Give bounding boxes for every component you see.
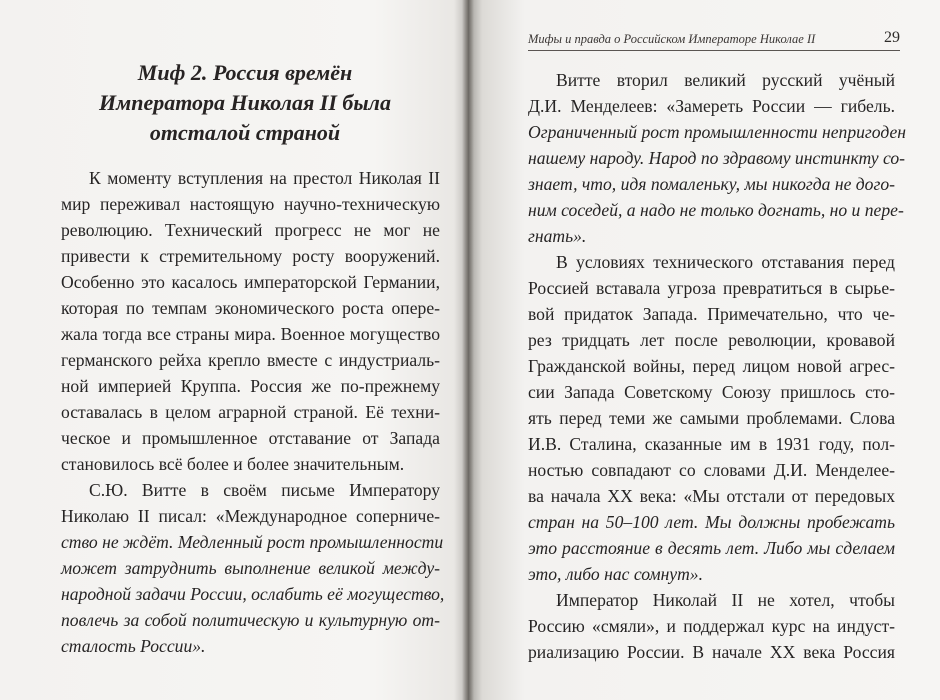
chapter-title-line: отсталой страной [149, 120, 341, 145]
text-line: нашему народу. Народ по здравому инстинкту со- [528, 148, 905, 168]
text-line: В условиях технического отставания перед [556, 252, 895, 272]
text-line: Особенно это касалось императорской Германии, [61, 272, 440, 292]
text-line: революцию. Технический прогресс не мог не [61, 220, 440, 240]
text-line: ва начала XX века: «Мы отстали от передовых [528, 486, 895, 506]
chapter-title [95, 58, 395, 148]
text-line: мир переживал настоящую научно-техническую [61, 194, 440, 214]
text-line: жала тогда все страны мира. Военное могущество [61, 324, 440, 344]
right-page [468, 0, 940, 700]
page-number: 29 [884, 29, 900, 46]
text-line: рез тридцать лет после революции, кровавой [528, 330, 895, 350]
text-line: К моменту вступления на престол Николая II [89, 168, 440, 188]
text-line: С.Ю. Витте в своём письме Императору [89, 480, 440, 500]
left-page [0, 0, 468, 700]
running-title: Мифы и правда о Российском Императоре Николае II [528, 32, 816, 46]
text-line: народной задачи России, ослабить её могущество, [61, 584, 445, 604]
text-line: оставалась в целом аграрной страной. Её техни- [61, 402, 440, 422]
text-line: ностью совпадают со словами Д.И. Менделее- [528, 460, 895, 480]
text-line: стран на 50–100 лет. Мы должны пробежать [528, 512, 895, 532]
chapter-title-line: Миф 2. Россия времён [137, 60, 353, 85]
text-line: знает, что, идя помаленьку, мы никогда не дого- [528, 174, 895, 194]
text-line: это расстояние в десять лет. Либо мы сделаем [528, 538, 895, 558]
chapter-title-line: Императора Николая II была [99, 90, 391, 115]
text-line: повлечь за собой политическую и культурную от- [61, 610, 440, 630]
text-line: ять перед теми же самыми проблемами. Слова [528, 408, 895, 428]
text-line: ство не ждёт. Медленный рост промышленности [61, 532, 444, 552]
text-line: Россию «смяли», и поддержал курс на индуст- [528, 616, 895, 636]
text-line: которая по темпам экономического роста опере- [61, 298, 440, 318]
text-line: гнать». [528, 226, 587, 246]
text-line: Д.И. Менделеев: «Замереть России — гибель. [528, 96, 895, 116]
text-line: привести к стремительному росту вооружений. [61, 246, 440, 266]
text-line: ческое и промышленное отставание от Запада [61, 428, 440, 448]
text-line: И.В. Сталина, сказанные им в 1931 году, пол- [528, 434, 895, 454]
text-line: риализацию России. В начале XX века Россия [528, 642, 895, 662]
text-line: сталость России». [61, 636, 206, 656]
text-line: может затруднить выполнение великой между- [61, 558, 440, 578]
text-line: Император Николай II не хотел, чтобы [556, 590, 895, 610]
text-line: сии Запада Советскому Союзу пришлось сто- [528, 382, 895, 402]
book-gutter [462, 0, 474, 700]
text-line: это, либо нас сомнут». [528, 564, 704, 584]
text-line: вой придаток Запада. Примечательно, что че- [528, 304, 895, 324]
text-line: Витте вторил великий русский учёный [556, 70, 895, 90]
text-line: ной империей Круппа. Россия же по-прежнему [61, 376, 440, 396]
text-line: германского рейха крепло вместе с индустриаль- [61, 350, 440, 370]
text-line: ним соседей, а надо не только догнать, но и пере- [528, 200, 904, 220]
text-line: Россией вставала угроза превратиться в сырье- [528, 278, 895, 298]
text-line: Ограниченный рост промышленности непригоден [528, 122, 906, 142]
text-line: Николаю II писал: «Международное соперниче- [61, 506, 440, 526]
text-line: становилось всё более и более значительным. [61, 454, 405, 474]
running-header [528, 30, 900, 51]
text-line: Гражданской войны, перед лицом новой агрес- [528, 356, 895, 376]
